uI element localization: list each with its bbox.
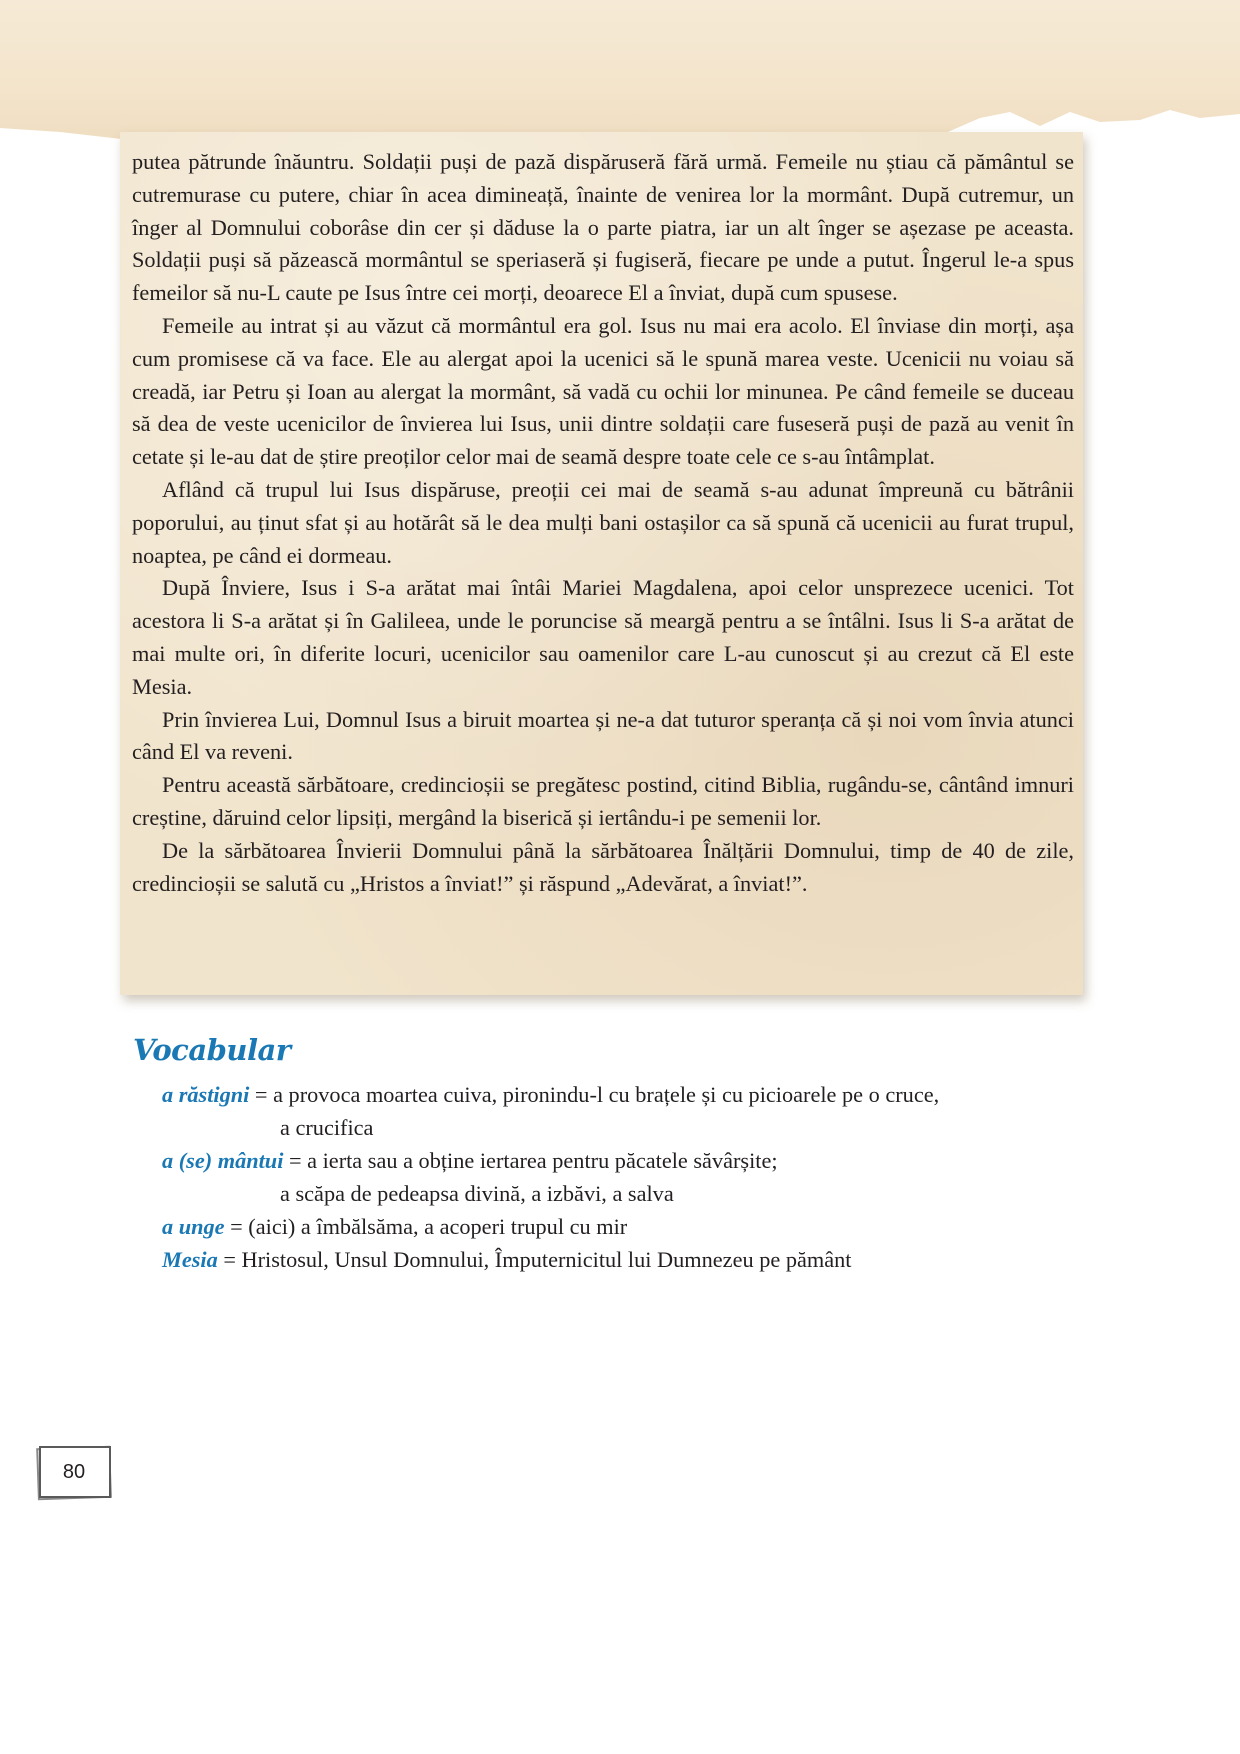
vocabulary-entry	[162, 1078, 1082, 1144]
vocabulary-definition: = (aici) a îmbălsăma, a acoperi trupul cu mir	[224, 1214, 628, 1239]
vocabulary-term: a unge	[162, 1214, 225, 1239]
vocabulary-definition: = a ierta sau a obține iertarea pentru păcatele săvârșite;	[283, 1148, 778, 1173]
vocabulary-term: a (se) mântui	[162, 1148, 284, 1173]
vocabulary-definition: = Hristosul, Unsul Domnului, Împuternicitul lui Dumnezeu pe pământ	[217, 1247, 852, 1272]
story-paragraph: Aflând că trupul lui Isus dispăruse, preoții cei mai de seamă s-au adunat împreună cu bătrânii poporului, au ținut sfat și au hotărât să le dea mulți bani ostașilor ca să spună că ucenicii au furat trupul, noaptea, pe când ei dormeau.	[132, 476, 1074, 568]
header-parchment-strip	[0, 0, 1240, 150]
vocabulary-list	[162, 1078, 1082, 1276]
story-text	[132, 146, 1074, 900]
story-paragraph: După Înviere, Isus i S-a arătat mai întâi Mariei Magdalena, apoi celor unsprezece ucenici. Tot acestora li S-a arătat și în Galileea, unde le poruncise să meargă pentru a se întâlni. Isus li S-a arătat de mai multe ori, în diferite locuri, ucenicilor sau oamenilor care L-au cunoscut și au crezut că El este Mesia.	[132, 575, 1074, 699]
vocabulary-definition-continuation: a scăpa de pedeapsa divină, a izbăvi, a salva	[280, 1181, 674, 1206]
vocabulary-heading: Vocabular	[133, 1033, 291, 1067]
page-number: 80	[62, 1461, 86, 1483]
story-paragraph: Femeile au intrat și au văzut că mormântul era gol. Isus nu mai era acolo. El înviase din morți, așa cum promisese că va face. Ele au alergat apoi la ucenici să le spună marea veste. Ucenicii nu voiau să creadă, iar Petru și Ioan au alergat la mormânt, să vadă cu ochii lor minunea. Pe când femeile se duceau să dea de veste ucenicilor de învierea lui Isus, unii dintre soldații care fuseseră puși de pază au venit în cetate și le-au dat de știre preoților celor mai de seamă despre toate cele ce s-au întâmplat.	[132, 312, 1074, 470]
story-paragraph: Prin învierea Lui, Domnul Isus a biruit moartea și ne-a dat tuturor speranța că și noi vom învia atunci când El va reveni.	[132, 706, 1074, 765]
vocabulary-term: a răstigni	[162, 1082, 250, 1107]
vocabulary-entry	[162, 1210, 1082, 1243]
vocabulary-entry	[162, 1144, 1082, 1210]
page-number-box	[34, 1442, 114, 1502]
story-paragraph: putea pătrunde înăuntru. Soldații puși de pază dispăruseră fără urmă. Femeile nu știau că pământul se cutremurase cu putere, chiar în acea dimineață, înainte de venirea lor la mormânt. După cutremur, un înger al Domnului coborâse din cer și dăduse la o parte piatra, iar un alt înger se așezase pe aceasta. Soldații puși să păzească mormântul se speriaseră și fugiseră, fiecare pe unde a putut. Îngerul le-a spus femeilor să nu-L caute pe Isus între cei morți, deoarece El a înviat, după cum spusese.	[132, 149, 1074, 306]
vocabulary-definition: = a provoca moartea cuiva, pironindu-l cu brațele și cu picioarele pe o cruce,	[249, 1082, 940, 1107]
torn-edge-decoration	[0, 0, 1240, 150]
story-paragraph: De la sărbătoarea Învierii Domnului până la sărbătoarea Înălțării Domnului, timp de 40 de zile, credincioșii se salută cu „Hristos a înviat!” și răspund „Adevărat, a înviat!”.	[132, 837, 1074, 896]
vocabulary-term: Mesia	[162, 1247, 218, 1272]
vocabulary-entry	[162, 1243, 1082, 1276]
story-paragraph: Pentru această sărbătoare, credincioșii se pregătesc postind, citind Biblia, rugându-se, cântând imnuri creștine, dăruind celor lipsiți, mergând la biserică și iertându-i pe semenii lor.	[132, 772, 1074, 830]
vocabulary-definition-continuation: a crucifica	[280, 1115, 374, 1140]
